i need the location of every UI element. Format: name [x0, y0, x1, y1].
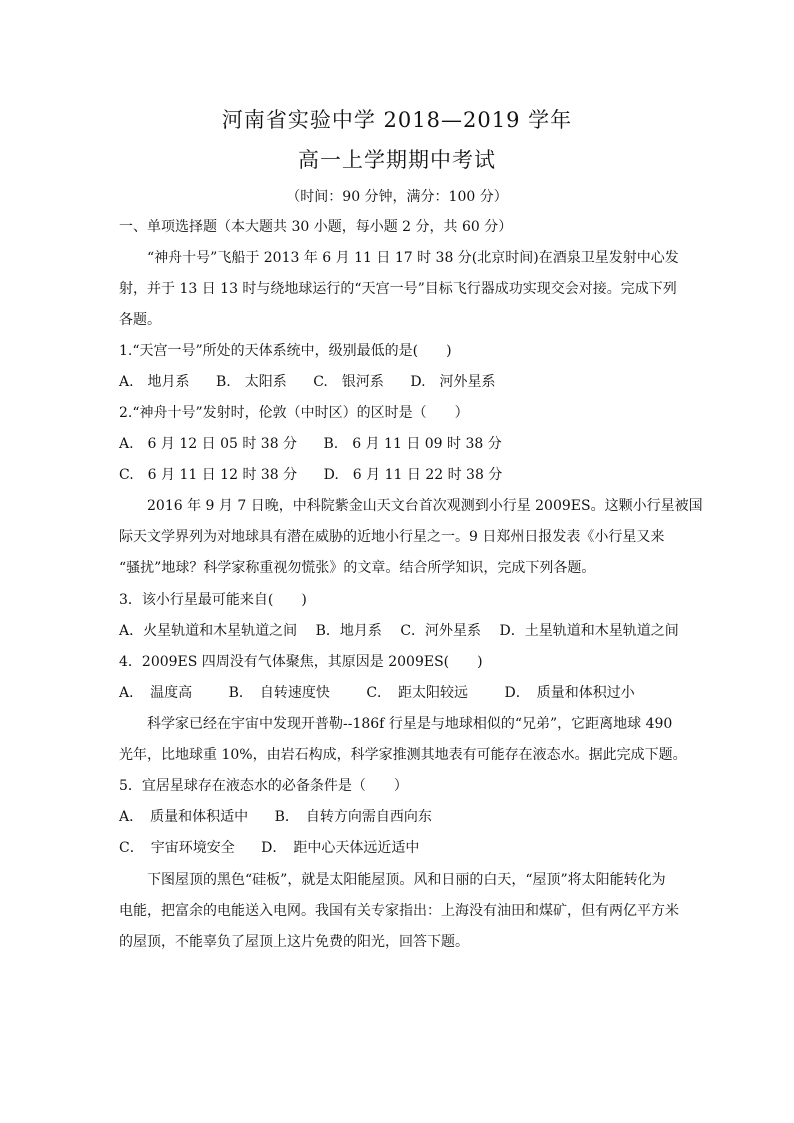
question-5-options-row1 [119, 807, 679, 827]
option-a: A． 质量和体积适中 [119, 809, 249, 825]
question-3-stem: 3．该小行星最可能来自( ) [119, 592, 307, 608]
option-a: A．火星轨道和木星轨道之间 [119, 623, 298, 639]
passage2-line3: “骚扰”地球？科学家称重视勿慌张》的文章。结合所学知识，完成下列各题。 [119, 560, 596, 576]
option-d: D． 质量和体积过小 [504, 685, 635, 701]
question-3-options [119, 621, 679, 641]
passage4-line2: 电能，把富余的电能送入电网。我国有关专家指出：上海没有油田和煤矿，但有两亿平方米 [119, 903, 679, 919]
option-c: C. 银河系 [313, 374, 384, 390]
section-header: 一、单项选择题（本大题共 30 小题，每小题 2 分，共 60 分） [119, 219, 513, 235]
option-d: D．土星轨道和木星轨道之间 [499, 623, 679, 639]
passage1-line1: “神舟十号”飞船于 2013 年 6 月 11 日 17 时 38 分(北京时间)在酒泉卫星发射中心发 [147, 250, 679, 266]
question-5-stem: 5．宜居星球存在液态水的必备条件是（ ） [119, 778, 408, 794]
passage3-line1: 科学家已经在宇宙中发现开普勒--186f 行星是与地球相似的“兄弟”，它距离地球 490 [147, 716, 673, 732]
passage1-line3: 各题。 [119, 312, 161, 328]
question-2-options-row2 [119, 465, 679, 485]
option-c: C．河外星系 [400, 623, 482, 639]
option-a: A. 6 月 12 日 05 时 38 分 [119, 436, 298, 452]
exam-title-line2: 高一上学期期中考试 [298, 148, 496, 172]
option-b: B．地月系 [315, 623, 382, 639]
option-c: C． 距太阳较远 [366, 685, 469, 701]
passage4-line1: 下图屋顶的黑色“硅板”，就是太阳能屋顶。风和日丽的白天，“屋顶”将太阳能转化为 [147, 872, 666, 888]
exam-time-score-info: （时间：90 分钟，满分：100 分） [286, 189, 508, 205]
question-4-stem: 4．2009ES 四周没有气体聚焦，其原因是 2009ES( ) [119, 654, 483, 670]
question-1-options [119, 372, 679, 392]
passage2-line1: 2016 年 9 月 7 日晚，中科院紫金山天文台首次观测到小行星 2009ES。这颗小行星被国 [147, 498, 703, 514]
question-4-options [119, 683, 679, 703]
option-a: A． 温度高 [119, 685, 193, 701]
option-d: D． 距中心天体远近适中 [261, 840, 420, 856]
option-d: D. 河外星系 [410, 374, 496, 390]
passage1-line2: 射，并于 13 日 13 时与绕地球运行的“天宫一号”目标飞行器成功实现交会对接。完成下列 [119, 281, 677, 297]
exam-title-line1: 河南省实验中学 2018—2019 学年 [221, 108, 573, 132]
question-1-stem: 1.“天宫一号”所处的天体系统中，级别最低的是( ) [119, 343, 452, 359]
option-b: B． 自转方向需自西向东 [274, 809, 432, 825]
passage3-line2: 光年，比地球重 10%，由岩石构成，科学家推测其地表有可能存在液态水。据此完成下题。 [119, 747, 687, 763]
question-5-options-row2 [119, 838, 679, 858]
option-c: C. 6 月 11 日 12 时 38 分 [119, 467, 298, 483]
option-b: B. 太阳系 [216, 374, 287, 390]
question-2-options-row1 [119, 434, 679, 454]
option-b: B． 自转速度快 [228, 685, 330, 701]
option-c: C． 宇宙环境安全 [119, 840, 235, 856]
question-2-stem: 2.“神舟十号”发射时，伦敦（中时区）的区时是（ ） [119, 405, 469, 421]
passage2-line2: 际天文学界列为对地球具有潜在威胁的近地小行星之一。9 日郑州日报发表《小行星又来 [119, 529, 665, 545]
option-d: D. 6 月 11 日 22 时 38 分 [323, 467, 503, 483]
option-a: A. 地月系 [119, 374, 190, 390]
passage4-line3: 的屋顶，不能辜负了屋顶上这片免费的阳光，回答下题。 [119, 934, 469, 950]
option-b: B. 6 月 11 日 09 时 38 分 [323, 436, 502, 452]
